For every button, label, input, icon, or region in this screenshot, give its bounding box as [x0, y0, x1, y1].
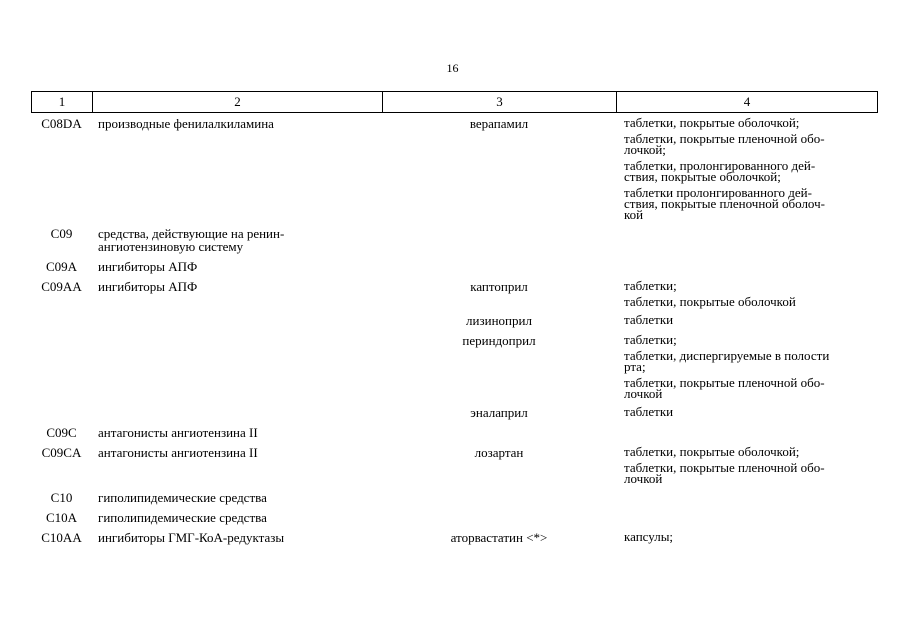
- dosage-form: капсулы;: [624, 529, 674, 544]
- drug-name: [382, 511, 616, 524]
- dosage-form: таблетки;: [624, 332, 677, 347]
- dosage-forms: [616, 511, 877, 524]
- dosage-form: таблетки, покрытые оболочкой: [624, 294, 796, 309]
- dosage-form: таблетки: [624, 404, 674, 419]
- dosage-form: таблетки: [624, 312, 674, 327]
- dosage-forms: [616, 426, 877, 439]
- drug-name: [382, 227, 616, 253]
- dosage-forms: [616, 531, 877, 544]
- atc-code: C10: [50, 490, 73, 505]
- dosage-forms: [616, 446, 877, 484]
- dosage-forms: [616, 314, 877, 327]
- drug-name: [382, 491, 616, 504]
- table-body: [31, 117, 877, 551]
- group-name: [92, 334, 382, 399]
- dosage-forms: [616, 280, 877, 307]
- table-row: [31, 511, 877, 524]
- group-name: [92, 406, 382, 419]
- header-col-3: 3: [383, 92, 617, 113]
- page-number: 16: [446, 61, 459, 75]
- atc-code: C09AA: [41, 279, 82, 294]
- drug-name: каптоприл: [470, 279, 528, 294]
- group-name: ингибиторы АПФ: [98, 279, 198, 294]
- atc-code: C08DA: [41, 116, 82, 131]
- atc-code: [31, 406, 92, 419]
- dosage-forms: [616, 260, 877, 273]
- dosage-forms: [616, 406, 877, 419]
- atc-code: [31, 334, 92, 399]
- table-row: [31, 334, 877, 399]
- dosage-form: таблетки;: [624, 278, 677, 293]
- table-header: [31, 91, 878, 113]
- atc-code: C09A: [45, 259, 78, 274]
- dosage-form: таблетки, покрытые пленочной обо- лочкой: [624, 375, 825, 401]
- dosage-form: таблетки, покрытые пленочной обо- лочкой: [624, 460, 825, 486]
- drug-name: аторвастатин <*>: [450, 530, 548, 545]
- drug-name: [382, 260, 616, 273]
- group-name: гиполипидемические средства: [98, 510, 267, 525]
- drug-name: верапамил: [469, 116, 529, 131]
- group-name: средства, действующие на ренин- ангиотензиновую систему: [98, 226, 285, 254]
- dosage-form: таблетки, покрытые пленочной обо- лочкой;: [624, 131, 825, 157]
- table-row: [31, 426, 877, 439]
- group-name: [92, 314, 382, 327]
- dosage-form: таблетки, покрытые оболочкой;: [624, 444, 800, 459]
- table-row: [31, 280, 877, 307]
- header-col-1: 1: [32, 92, 93, 113]
- table-row: [31, 531, 877, 544]
- group-name: ингибиторы АПФ: [98, 259, 198, 274]
- dosage-form: таблетки, пролонгированного дей- ствия, покрытые оболочкой;: [624, 158, 816, 184]
- table-row: [31, 227, 877, 253]
- drug-name: [382, 426, 616, 439]
- atc-code: C09: [50, 226, 73, 241]
- dosage-forms: [616, 334, 877, 399]
- atc-code: C09C: [46, 425, 77, 440]
- table-row: [31, 491, 877, 504]
- atc-code: C09CA: [41, 445, 82, 460]
- header-col-4: 4: [617, 92, 878, 113]
- table-row: [31, 446, 877, 484]
- group-name: ингибиторы ГМГ-КоА-редуктазы: [98, 530, 285, 545]
- drug-name: лизиноприл: [466, 313, 532, 328]
- dosage-forms: [616, 491, 877, 504]
- group-name: производные фенилалкиламина: [98, 116, 274, 131]
- dosage-forms: [616, 227, 877, 253]
- drug-name: эналаприл: [470, 405, 528, 420]
- atc-code: C10AA: [41, 530, 82, 545]
- group-name: антагонисты ангиотензина II: [98, 445, 258, 460]
- header-col-2: 2: [93, 92, 383, 113]
- group-name: гиполипидемические средства: [98, 490, 267, 505]
- table-row: [31, 260, 877, 273]
- dosage-form: таблетки, покрытые оболочкой;: [624, 115, 800, 130]
- drug-name: лозартан: [474, 445, 524, 460]
- table-row: [31, 117, 877, 220]
- atc-code: C10A: [45, 510, 78, 525]
- dosage-form: таблетки, диспергируемые в полости рта;: [624, 348, 830, 374]
- table-row: [31, 406, 877, 419]
- dosage-form: таблетки пролонгированного дей- ствия, покрытые пленочной оболоч- кой: [624, 185, 825, 222]
- atc-code: [31, 314, 92, 327]
- drug-name: периндоприл: [462, 333, 536, 348]
- group-name: антагонисты ангиотензина II: [98, 425, 258, 440]
- dosage-forms: [616, 117, 877, 220]
- table-row: [31, 314, 877, 327]
